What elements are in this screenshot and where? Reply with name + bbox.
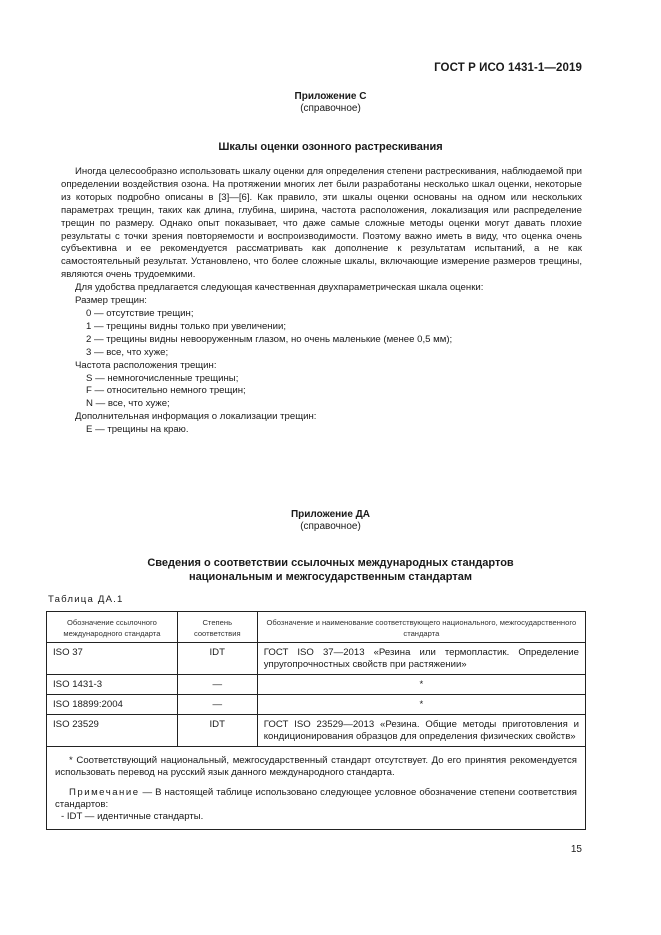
table-footnote-cell (47, 747, 586, 830)
cell-national-standard: ГОСТ ISO 37—2013 «Резина или термопластик. Определение упругопрочностных свойств при растяжении» (257, 643, 585, 675)
annex-da-title: Приложение ДА (290, 509, 371, 520)
cell-degree: — (177, 695, 257, 715)
header-international-standard: Обозначение ссылочного международного стандарта (47, 612, 178, 643)
cell-international-standard: ISO 1431-3 (47, 675, 178, 695)
crack-size-item: 1 — трещины видны только при увеличении; (86, 320, 286, 332)
crack-frequency-heading: Частота расположения трещин: (75, 359, 217, 371)
cell-international-standard: ISO 18899:2004 (47, 695, 178, 715)
crack-frequency-item: S — немногочисленные трещины; (86, 372, 239, 384)
note-label: Примечание (69, 787, 140, 798)
document-number-header: ГОСТ Р ИСО 1431-1—2019 (434, 62, 582, 74)
table-footnote: * Соответствующий национальный, межгосударственный стандарт отсутствует. До его принятия рекомендуется использовать перевод на русский язык данного международного стандарта. (55, 755, 577, 778)
crack-size-item: 3 — все, что хуже; (86, 346, 169, 358)
note-item: - IDT — идентичные стандарты. (61, 811, 204, 822)
table-row (47, 715, 586, 747)
table-row (47, 695, 586, 715)
crack-size-heading: Размер трещин: (75, 295, 147, 307)
note-text: — В настоящей таблице использовано следующее условное обозначение степени соответствия стандартов: (55, 787, 577, 810)
table-row (47, 643, 586, 675)
crack-location-item: Е — трещины на краю. (86, 424, 189, 436)
cell-international-standard: ISO 37 (47, 643, 178, 675)
cell-degree: IDT (177, 643, 257, 675)
table-footnote-row (47, 747, 586, 830)
crack-frequency-item: N — все, что хуже; (86, 398, 170, 410)
table-header-row (47, 612, 586, 643)
annex-c-subtitle: (справочное) (300, 103, 361, 114)
annex-da-heading-line2: национальным и межгосударственным стандартам (189, 571, 472, 583)
annex-c-heading: Шкалы оценки озонного растрескивания (218, 141, 443, 153)
scale-intro-line: Для удобства предлагается следующая качественная двухпараметрическая шкала оценки: (75, 282, 484, 294)
annex-da-heading-line1: Сведения о соответствии ссылочных международных стандартов (147, 557, 514, 569)
table-caption: Таблица ДА.1 (48, 594, 124, 605)
cell-national-standard: * (257, 695, 585, 715)
header-degree-of-conformity: Степень соответствия (177, 612, 257, 643)
header-national-standard: Обозначение и наименование соответствующего национального, межгосударственного стандарта (257, 612, 585, 643)
correspondence-table (46, 611, 586, 830)
crack-frequency-item: F — относительно немного трещин; (86, 385, 246, 397)
cell-international-standard: ISO 23529 (47, 715, 178, 747)
page-number: 15 (570, 844, 582, 855)
cell-national-standard: ГОСТ ISO 23529—2013 «Резина. Общие методы приготовления и кондиционирования образцов для определения физических свойств» (257, 715, 585, 747)
cell-degree: IDT (177, 715, 257, 747)
table-row (47, 675, 586, 695)
annex-c-title: Приложение С (294, 91, 367, 102)
cell-national-standard: * (257, 675, 585, 695)
annex-c-body (61, 166, 582, 437)
crack-size-item: 0 — отсутствие трещин; (86, 307, 194, 319)
intro-paragraph: Иногда целесообразно использовать шкалу оценки для определения степени растрескивания, наблюдаемой при определении воздействия озона. На протяжении многих лет были разработаны несколько шкал оценки, некоторые из которых подробно описаны в [3]—[6]. Как правило, эти шкалы оценки основаны на одном или нескольких параметрах трещин, таких как длина, глубина, ширина, частота расположения, локализация или распределение трещин по размеру. Однако опыт показывает, что даже самые сложные методы оценки могут давать плохие результаты с точки зрения повторяемости и воспроизводимости. Поэтому важно иметь в виду, что оценка очень субъективна и ее рекомендуется рассматривать как дополнение к результатам испытаний, а не как самостоятельный результат. Установлено, что более сложные шкалы, включающие измерение размеров трещины, являются очень трудоемкими. (61, 166, 582, 281)
crack-size-item: 2 — трещины видны невооруженным глазом, но очень маленькие (менее 0,5 мм); (86, 333, 453, 345)
crack-location-heading: Дополнительная информация о локализации трещин: (75, 411, 317, 423)
table-note (55, 787, 577, 811)
annex-da-subtitle: (справочное) (300, 521, 361, 532)
cell-degree: — (177, 675, 257, 695)
